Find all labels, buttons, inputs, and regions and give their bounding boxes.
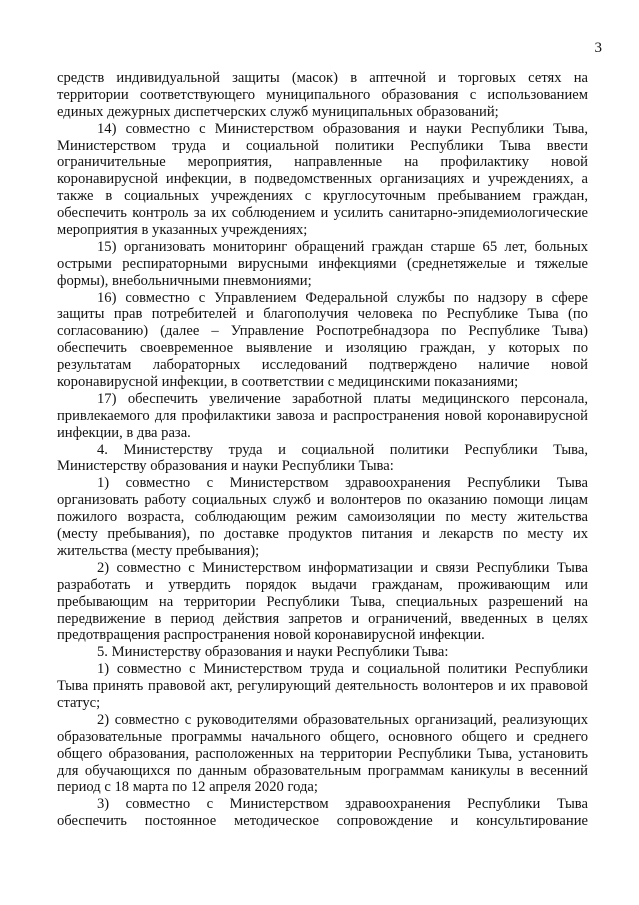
text-line: 2) совместно с руководителями образовательных организаций, реализующих [97, 711, 588, 728]
text-line: ограничительные мероприятия, направленные на профилактику новой [57, 154, 588, 171]
text-line: также в социальных учреждениях с круглосуточным пребыванием граждан, [57, 188, 588, 205]
text-line: единых дежурных диспетчерских служб муниципальных образований; [57, 103, 499, 120]
document-body [57, 70, 588, 830]
text-line: территории соответствующего муниципального образования с использованием [57, 86, 588, 103]
text-line: (месту пребывания), по доставке продуктов питания и лекарств по месту их [57, 526, 588, 543]
text-line: коронавирусной инфекции, в подведомственных организациях и учреждениях, а [57, 171, 588, 188]
text-line: 1) совместно с Министерством здравоохранения Республики Тыва [97, 475, 588, 492]
text-line: 17) обеспечить увеличение заработной платы медицинского персонала, [97, 390, 588, 407]
text-line: пожилого возраста, соблюдающим режим самоизоляции по месту жительства [57, 509, 588, 526]
text-line: острыми респираторными вирусными инфекциями (среднетяжелые и тяжелые [57, 255, 588, 272]
text-line: 3) совместно с Министерством здравоохранения Республики Тыва [97, 796, 588, 813]
text-line: 14) совместно с Министерством образования и науки Республики Тыва, [97, 120, 588, 137]
text-line: Тыва принять правовой акт, регулирующий деятельность волонтеров и их правовой [57, 678, 588, 695]
text-line: формы), внебольничными пневмониями; [57, 272, 312, 289]
text-line: Министерству образования и науки Республики Тыва: [57, 458, 394, 475]
text-line: инфекции, в два раза. [57, 424, 191, 441]
text-line: передвижение в период действия запретов и ограничений, введенных в целях [57, 610, 588, 627]
text-line: результатам лабораторных исследований подтверждено наличие новой [57, 357, 588, 374]
page-number: 3 [594, 40, 602, 56]
text-line: предотвращения распространения новой коронавирусной инфекции. [57, 627, 485, 644]
text-line: статус; [57, 694, 101, 711]
text-line: пребывающим на территории Республики Тыва, специальных разрешений на [57, 593, 588, 610]
text-line: общего образования, расположенных на территории Республики Тыва, установить [57, 745, 588, 762]
text-line: 5. Министерству образования и науки Республики Тыва: [97, 644, 449, 661]
text-line: обеспечить постоянное методическое сопровождение и консультирование [57, 813, 588, 830]
text-line: 2) совместно с Министерством информатизации и связи Республики Тыва [97, 559, 588, 576]
text-line: коронавирусной инфекции, в соответствии с медицинскими показаниями; [57, 374, 519, 391]
text-line: для обучающихся по данным образовательным программам каникулы в весенний [57, 762, 588, 779]
text-line: 15) организовать мониторинг обращений граждан старше 65 лет, больных [97, 238, 588, 255]
text-line: согласованию) (далее – Управление Роспотребнадзора по Республике Тыва) [57, 323, 588, 340]
text-line: Министерством труда и социальной политики Республики Тыва ввести [57, 137, 588, 154]
text-line: защиты прав потребителей и благополучия человека по Республике Тыва (по [57, 306, 588, 323]
text-line: 16) совместно с Управлением Федеральной службы по надзору в сфере [97, 289, 589, 306]
text-line: образовательные программы начального общего, основного общего и среднего [57, 728, 588, 745]
text-line: организовать работу социальных служб и волонтеров по оказанию помощи лицам [57, 492, 588, 509]
text-line: жительства (месту пребывания); [57, 542, 260, 559]
text-line: 4. Министерству труда и социальной политики Республики Тыва, [97, 441, 588, 458]
text-line: привлекаемого для профилактики завоза и распространения новой коронавирусной [57, 407, 588, 424]
text-line: обеспечить своевременное выявление и изоляцию граждан, у которых по [57, 340, 588, 357]
text-line: мероприятия в указанных учреждениях; [57, 222, 308, 239]
text-line: период с 18 марта по 12 апреля 2020 года; [57, 779, 318, 796]
text-line: 1) совместно с Министерством труда и социальной политики Республики [97, 661, 588, 678]
text-line: разработать и утвердить порядок выдачи гражданам, проживающим или [57, 576, 588, 593]
text-line: средств индивидуальной защиты (масок) в аптечной и торговых сетях на [57, 70, 588, 86]
text-line: обеспечить контроль за их соблюдением и усилить санитарно-эпидемиологические [57, 205, 588, 222]
